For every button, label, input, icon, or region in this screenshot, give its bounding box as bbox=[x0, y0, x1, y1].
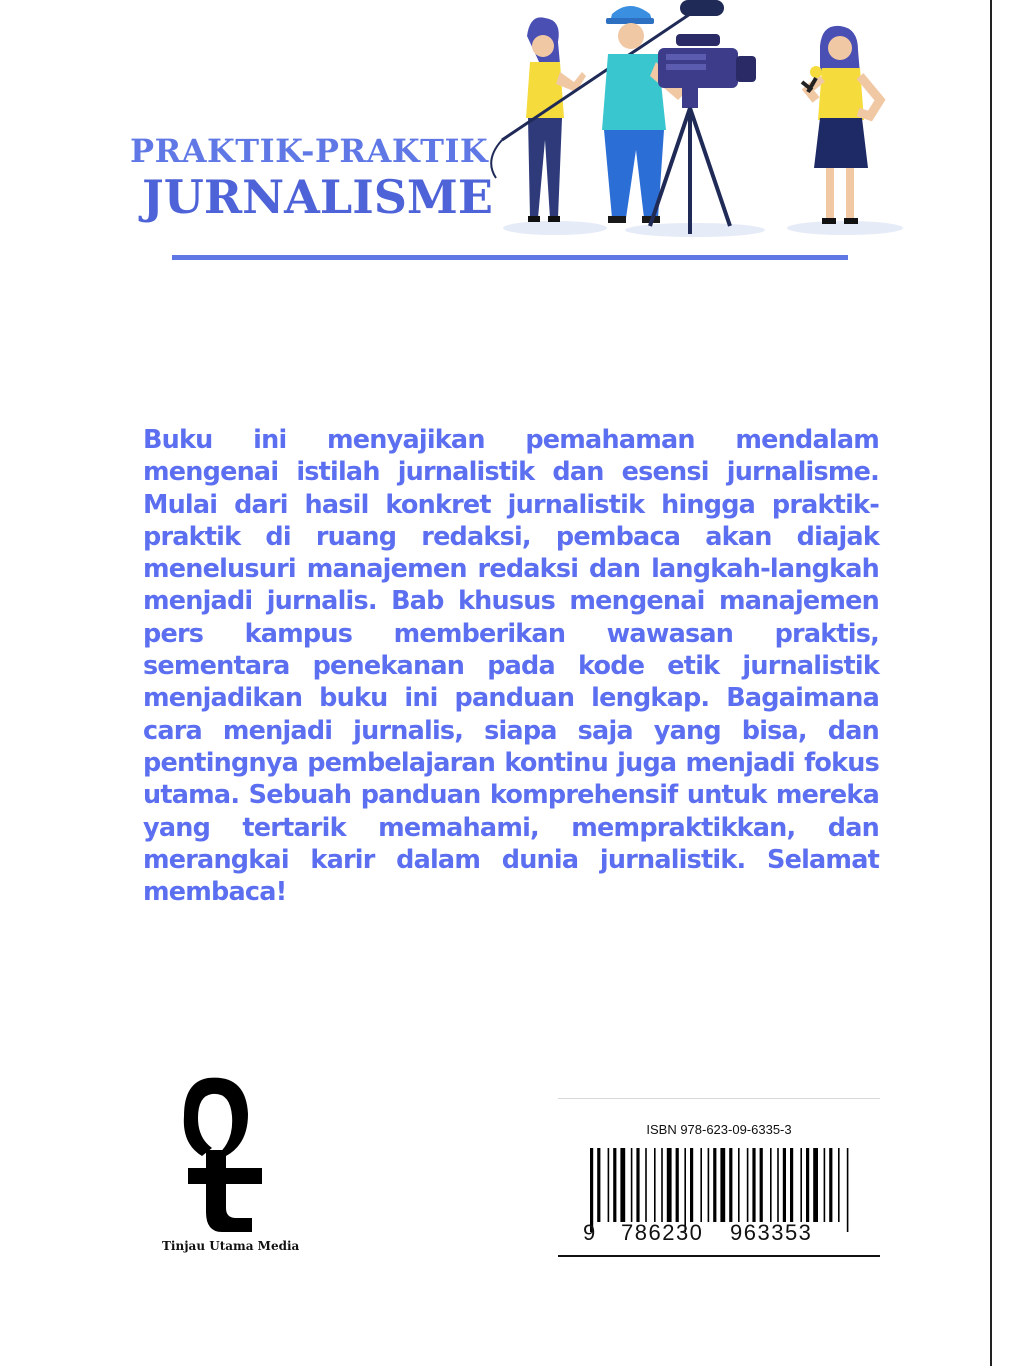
barcode-digit-first: 9 bbox=[583, 1220, 596, 1245]
barcode-digits-left: 786230 bbox=[621, 1220, 704, 1245]
back-cover-blurb: Buku ini menyajikan pemahaman mendalam mengenai istilah jurnalistik dan esensi jurnalisme. Mulai dari hasil konkret jurnalistik hingga praktik-praktik di ruang redaksi, pembaca akan diajak menelusuri manajemen redaksi dan langkah-langkah menjadi jurnalis. Bab khusus mengenai manajemen pers kampus memberikan wawasan praktis, sementara penekanan pada kode etik jurnalistik menjadikan buku ini panduan lengkap. Bagaimana cara menjadi jurnalis, siapa saja yang bisa, dan pentingnya pembelajaran kontinu juga menjadi fokus utama. Sebuah panduan komprehensif untuk mereka yang tertarik memahami, mempraktikkan, dan merangkai karir dalam dunia jurnalistik. Selamat membaca! bbox=[143, 425, 879, 908]
barcode-bar bbox=[654, 1148, 656, 1222]
barcode-digits-right: 963353 bbox=[730, 1220, 813, 1245]
barcode-bar bbox=[777, 1148, 779, 1222]
barcode-bar bbox=[676, 1148, 679, 1222]
title-line-2: JURNALISME bbox=[142, 170, 493, 224]
barcode-bar bbox=[770, 1148, 772, 1222]
barcode-bar bbox=[783, 1148, 786, 1222]
barcode-bar bbox=[667, 1148, 672, 1222]
barcode-bar bbox=[708, 1148, 710, 1222]
barcode-bar bbox=[738, 1148, 740, 1222]
barcode-bar bbox=[729, 1148, 732, 1222]
barcode-bar bbox=[645, 1148, 647, 1222]
barcode-bar bbox=[752, 1148, 755, 1222]
isbn-barcode bbox=[558, 1098, 880, 1258]
barcode-bar bbox=[620, 1148, 625, 1222]
barcode-bar bbox=[690, 1148, 693, 1222]
title-divider bbox=[172, 255, 848, 260]
barcode-bar bbox=[838, 1148, 840, 1222]
page-edge-line bbox=[990, 0, 992, 1366]
title-line-1: PRAKTIK-PRAKTIK bbox=[130, 132, 489, 170]
barcode-bottom-rule bbox=[558, 1255, 880, 1257]
barcode-bar bbox=[760, 1148, 763, 1222]
book-title bbox=[130, 132, 493, 224]
barcode-bar bbox=[597, 1148, 600, 1222]
barcode-bar bbox=[613, 1148, 616, 1222]
barcode-bar bbox=[713, 1148, 716, 1222]
barcode-bar bbox=[700, 1148, 702, 1222]
barcode-bar bbox=[800, 1148, 802, 1222]
barcode-bar bbox=[720, 1148, 725, 1222]
barcode-bar bbox=[829, 1148, 832, 1222]
isbn-number: ISBN 978-623-09-6335-3 bbox=[646, 1122, 792, 1137]
barcode-bar bbox=[790, 1148, 793, 1222]
publisher-name: Tinjau Utama Media bbox=[162, 1239, 300, 1253]
barcode-bar bbox=[661, 1148, 663, 1222]
barcode-bar bbox=[608, 1148, 610, 1222]
barcode-bar bbox=[636, 1148, 639, 1222]
barcode-bar bbox=[631, 1148, 633, 1222]
barcode-bar bbox=[747, 1148, 749, 1222]
tinjau-utama-media-logo bbox=[150, 1072, 300, 1262]
barcode-bar bbox=[824, 1148, 826, 1222]
barcode-bar bbox=[847, 1148, 849, 1232]
barcode-bar bbox=[806, 1148, 809, 1222]
journalists-camera-crew-illustration bbox=[490, 0, 910, 250]
barcode-bar bbox=[813, 1148, 818, 1222]
barcode-top-rule bbox=[558, 1098, 880, 1099]
